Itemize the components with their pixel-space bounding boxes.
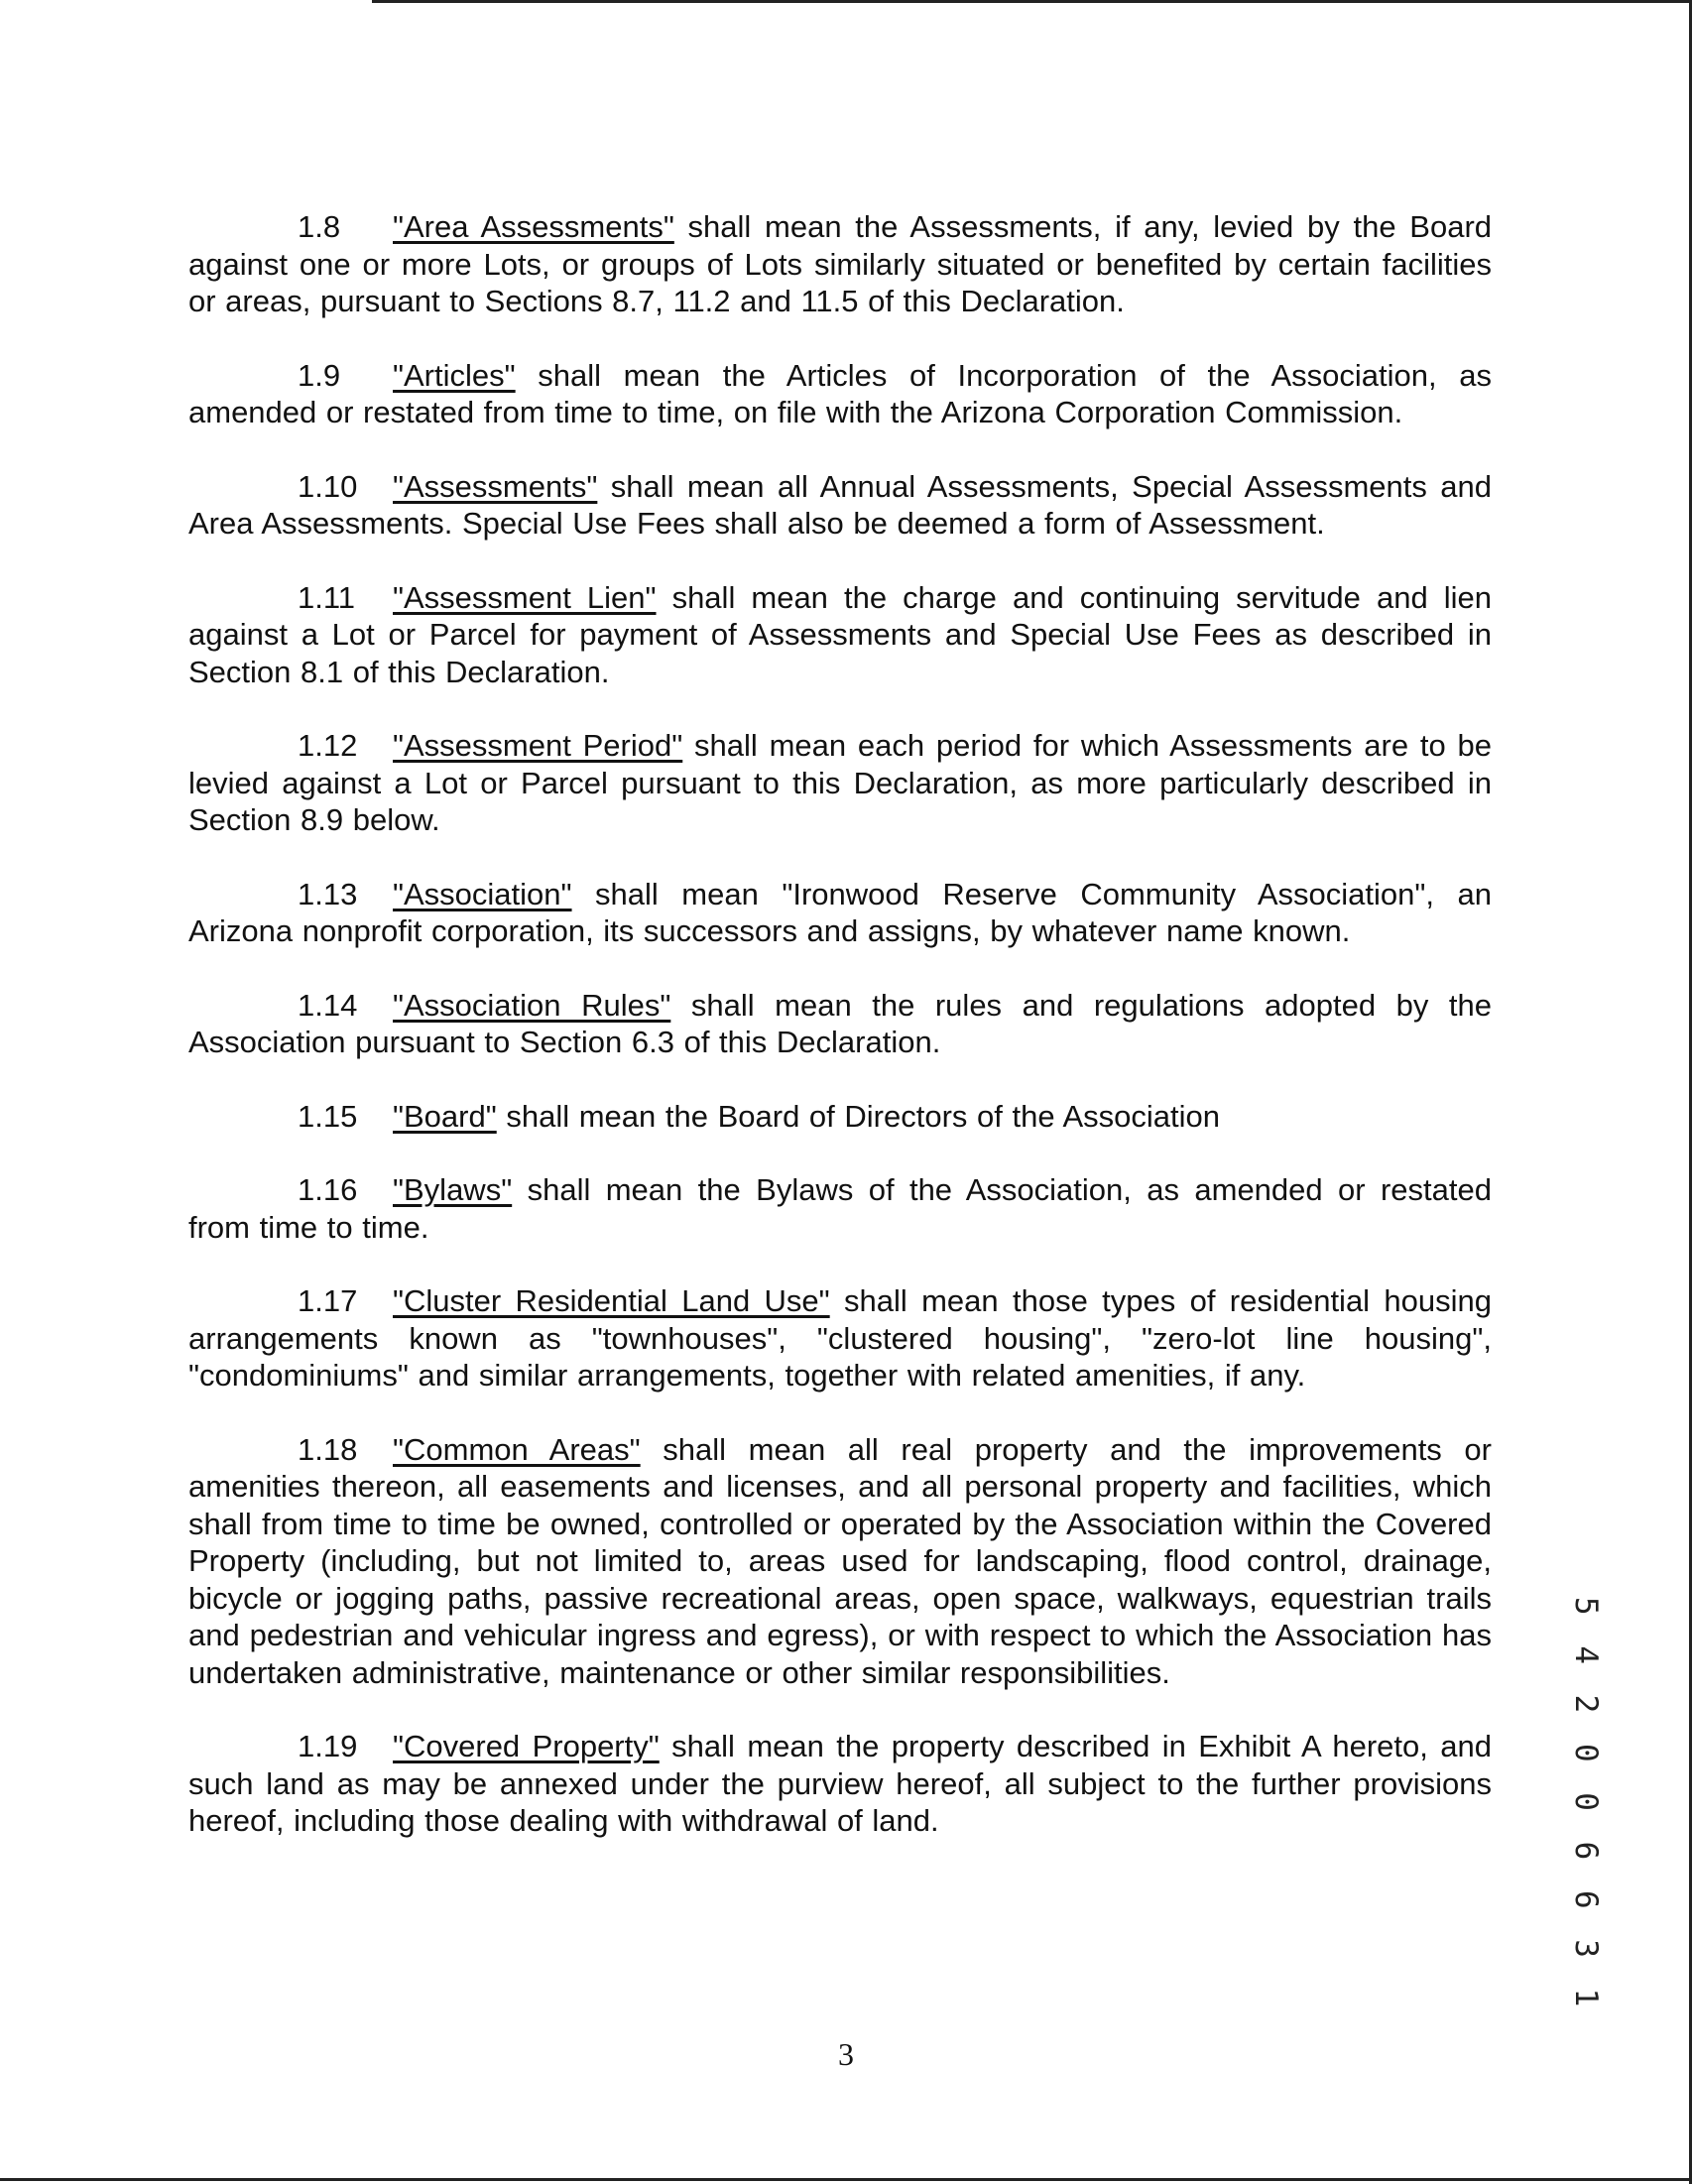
definition-1-9 [188,357,1492,431]
section-number: 1.13 [298,876,358,911]
section-number: 1.16 [298,1172,358,1207]
definition-text: shall mean the Board of Directors of the Association [496,1098,1220,1134]
definition-text: shall mean each period for which Assessments are to be levied against a Lot or Parcel pursuant to this Declaration, as more particularly described in Section 8.9 below. [188,728,1492,837]
definition-text: shall mean "Ironwood Reserve Community Association", an Arizona nonprofit corporation, its successors and assigns, by whatever name known. [188,876,1492,948]
defined-term: "Covered Property" [393,1729,660,1763]
page-number: 3 [838,2036,854,2072]
definition-1-14 [188,987,1492,1061]
definition-text: shall mean the rules and regulations adopted by the Association pursuant to Section 6.3 of this Declaration. [188,987,1492,1059]
definition-text: shall mean those types of residential housing arrangements known as "townhouses", "clustered housing", "zero-lot line housing", "condominiums" and similar arrangements, together with related amenities, if any. [188,1283,1493,1393]
section-number: 1.10 [298,468,358,504]
definition-text: shall mean the Articles of Incorporation of the Association, as amended or restated from time to time, on file with the Arizona Corporation Commission. [188,357,1492,429]
definition-1-12 [188,727,1492,839]
defined-term: "Board" [393,1098,497,1134]
definition-1-18 [188,1431,1492,1692]
section-number: 1.8 [298,209,341,244]
definition-text: shall mean the property described in Exhibit A hereto, and such land as may be annexed under the purview hereof, all subject to the further provisions hereof, including those dealing with withdrawal of land. [188,1729,1492,1838]
definition-text: shall mean all Annual Assessments, Special Assessments and Area Assessments. Special Use Fees shall also be deemed a form of Assessment. [188,468,1492,541]
defined-term: "Articles" [393,357,516,393]
defined-term: "Area Assessments" [393,209,674,244]
definition-1-8 [188,208,1492,320]
definition-text: shall mean the Bylaws of the Association, as amended or restated from time to time. [188,1172,1492,1245]
defined-term: "Assessment Period" [393,728,683,763]
defined-term: "Common Areas" [393,1431,641,1467]
definition-1-11 [188,579,1492,691]
defined-term: "Association Rules" [393,987,671,1023]
section-number: 1.11 [298,579,356,615]
document-body [188,208,1492,1877]
defined-term: "Assessment Lien" [393,579,657,615]
defined-term: "Association" [393,876,572,911]
definition-1-10 [188,468,1492,543]
section-number: 1.9 [298,357,341,393]
defined-term: "Bylaws" [393,1172,513,1207]
section-number: 1.19 [298,1729,358,1763]
section-number: 1.14 [298,987,358,1023]
definition-text: shall mean the Assessments, if any, levied by the Board against one or more Lots, or groups of Lots similarly situated or benefited by certain facilities or areas, pursuant to Sections 8.7, 11.2 and 11.5 of this Declaration. [188,209,1493,318]
definition-1-17 [188,1282,1492,1395]
definition-text: shall mean all real property and the improvements or amenities thereon, all easements and licenses, and all personal property and facilities, which shall from time to time be owned, controlled or operated by the Association within the Covered Property (including, but not limited to, areas used for landscaping, flood control, drainage, bicycle or jogging paths, passive recreational areas, open space, walkways, equestrian trails and pedestrian and vehicular ingress and egress), or with respect to which the Association has undertaken administrative, maintenance or other similar responsibilities. [188,1431,1492,1690]
bottom-border-line [0,2178,1692,2181]
definition-text: shall mean the charge and continuing servitude and lien against a Lot or Parcel for payment of Assessments and Special Use Fees as described in Section 8.1 of this Declaration. [188,579,1492,689]
definition-1-15 [188,1098,1492,1136]
definition-1-13 [188,876,1492,950]
section-number: 1.17 [298,1283,358,1318]
section-number: 1.18 [298,1431,358,1467]
defined-term: "Assessments" [393,468,598,504]
definition-1-19 [188,1728,1492,1840]
docket-stamp: 5 4 2 0 0 6 6 3 1 [1568,1597,1604,2013]
definition-1-16 [188,1171,1492,1246]
section-number: 1.12 [298,728,358,763]
section-number: 1.15 [298,1098,358,1134]
defined-term: "Cluster Residential Land Use" [393,1283,830,1318]
top-border-line [372,0,1692,3]
